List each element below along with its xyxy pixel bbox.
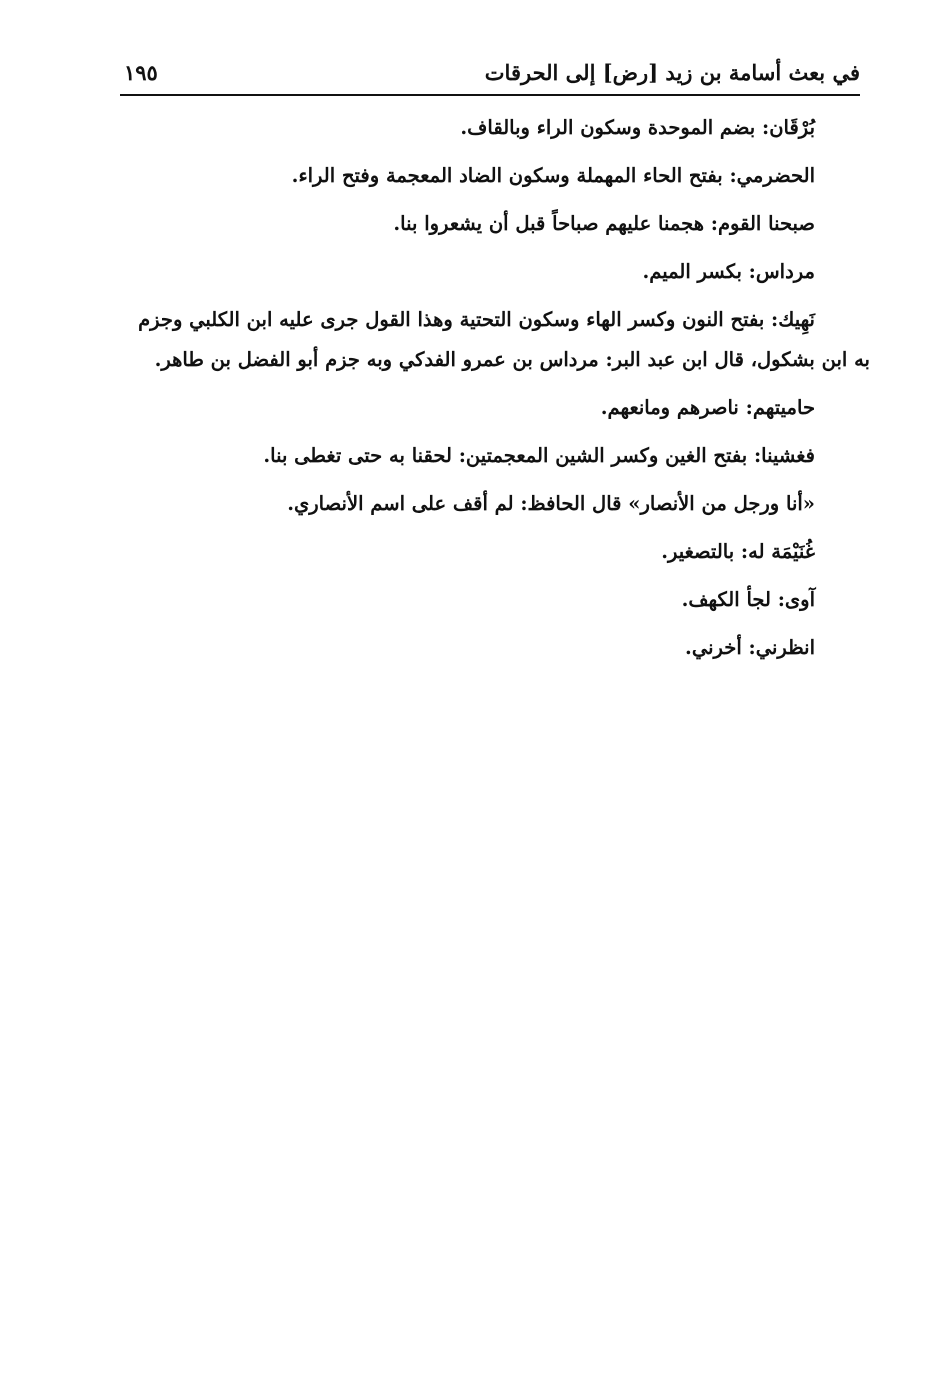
glossary-entry-burqan: بُرْقَان: بضم الموحدة وسكون الراء وبالقاف. [460,116,815,139]
glossary-body [115,104,870,672]
glossary-entry-ghunaymah: غُنَيْمَة له: بالتصغير. [661,540,815,563]
header-title: في بعث أسامة بن زيد [رض] إلى الحرقات [484,60,860,85]
glossary-entry-ansar: «أنا ورجل من الأنصار» قال الحافظ: لم أقف على اسم الأنصاري. [287,492,815,515]
glossary-entry-nahik [115,300,870,380]
glossary-entry-hadrami: الحضرمي: بفتح الحاء المهملة وسكون الضاد المعجمة وفتح الراء. [291,164,815,187]
glossary-entry-ghashayna: فغشينا: بفتح الغين وكسر الشين المعجمتين: لحقنا به حتى تغطى بنا. [263,444,815,467]
glossary-entry-nahik-line1: نَهِيك: بفتح النون وكسر الهاء وسكون التحتية وهذا القول جرى عليه ابن الكلبي وجزم [138,308,815,331]
running-header [120,52,860,92]
header-divider [120,94,860,96]
glossary-entry-hamiyatuhum: حاميتهم: ناصرهم ومانعهم. [600,396,815,419]
glossary-entry-sabbahna: صبحنا القوم: هجمنا عليهم صباحاً قبل أن يشعروا بنا. [393,212,815,235]
glossary-entry-mirdas: مرداس: بكسر الميم. [642,260,815,283]
glossary-entry-awa: آوى: لجأ الكهف. [681,588,815,611]
glossary-entry-unzurni: انظرني: أخرني. [685,636,815,659]
glossary-entry-nahik-line2: به ابن بشكول، قال ابن عبد البر: مرداس بن عمرو الفدكي وبه جزم أبو الفضل بن طاهر. [154,348,870,371]
page-number: ١٩٥ [124,60,158,85]
